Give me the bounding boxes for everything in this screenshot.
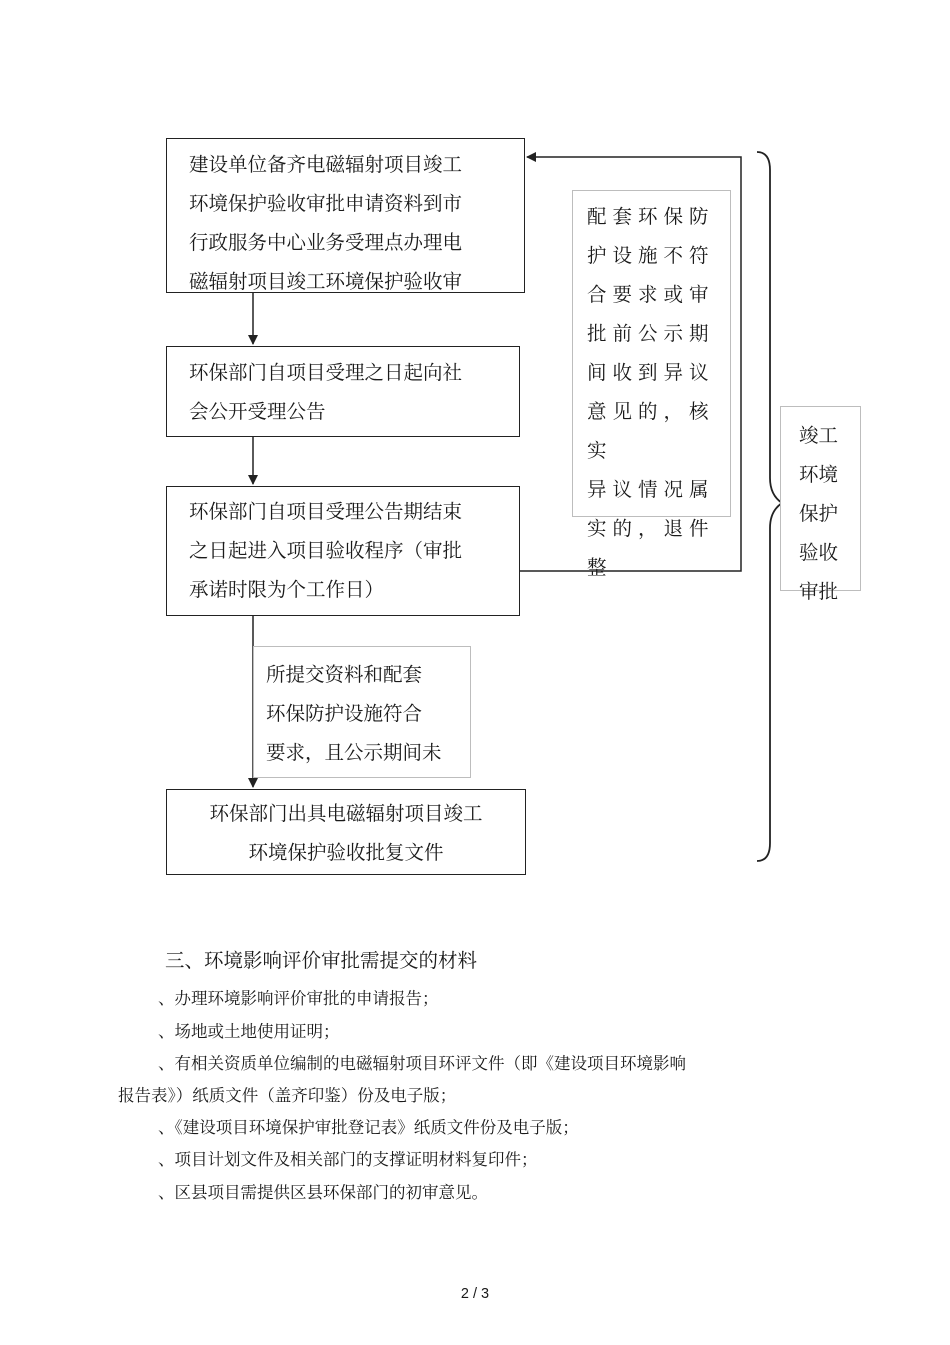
- step-apply-box: [166, 138, 525, 293]
- step-apply-text: 建设单位备齐电磁辐射项目竣工 环境保护验收审批申请资料到市 行政服务中心业务受理点办理电 磁辐射项目竣工环境保护验收审: [189, 153, 463, 293]
- step-approve-text: 环保部门出具电磁辐射项目竣工 环境保护验收批复文件: [209, 802, 483, 864]
- material-item: 、《建设项目环境保护审批登记表》纸质文件份及电子版；: [158, 1118, 579, 1137]
- material-item: 、区县项目需提供区县环保部门的初审意见。: [158, 1183, 488, 1202]
- step-procedure-text: 环保部门自项目受理公告期结束 之日起进入项目验收程序（审批 承诺时限为个工作日）: [189, 500, 463, 601]
- material-item: 、场地或土地使用证明；: [158, 1022, 340, 1041]
- bracket-label-note: [780, 406, 861, 603]
- condition-pass-note: [253, 646, 471, 778]
- section-title: 三、环境影响评价审批需提交的材料: [165, 949, 478, 972]
- step-procedure-box: [166, 486, 520, 616]
- material-item: 、项目计划文件及相关部门的支撑证明材料复印件；: [158, 1150, 538, 1169]
- material-item: 、办理环境影响评价审批的申请报告；: [158, 989, 439, 1008]
- material-item-continuation: 报告表》）纸质文件（盖齐印鉴）份及电子版；: [118, 1086, 457, 1105]
- page-number: 2 / 3: [460, 1286, 490, 1302]
- bracket-label-text: 竣工 环境 保护 验收 审批: [799, 424, 839, 603]
- step-approve-box: [166, 789, 526, 875]
- step-announce-box: [166, 346, 520, 437]
- material-item: 、有相关资质单位编制的电磁辐射项目环评文件（即《建设项目环境影响: [158, 1054, 686, 1073]
- condition-fail-text: 配套环保防 护设施不符 合要求或审 批前公示期 间收到异议 意见的，核实 异议情况属 实的，退件整: [587, 205, 715, 579]
- condition-pass-text: 所提交资料和配套 环保防护设施符合 要求，且公示期间未: [266, 663, 442, 764]
- step-announce-text: 环保部门自项目受理之日起向社 会公开受理公告: [189, 361, 463, 423]
- right-brace: [757, 152, 782, 861]
- condition-fail-note: [572, 190, 731, 579]
